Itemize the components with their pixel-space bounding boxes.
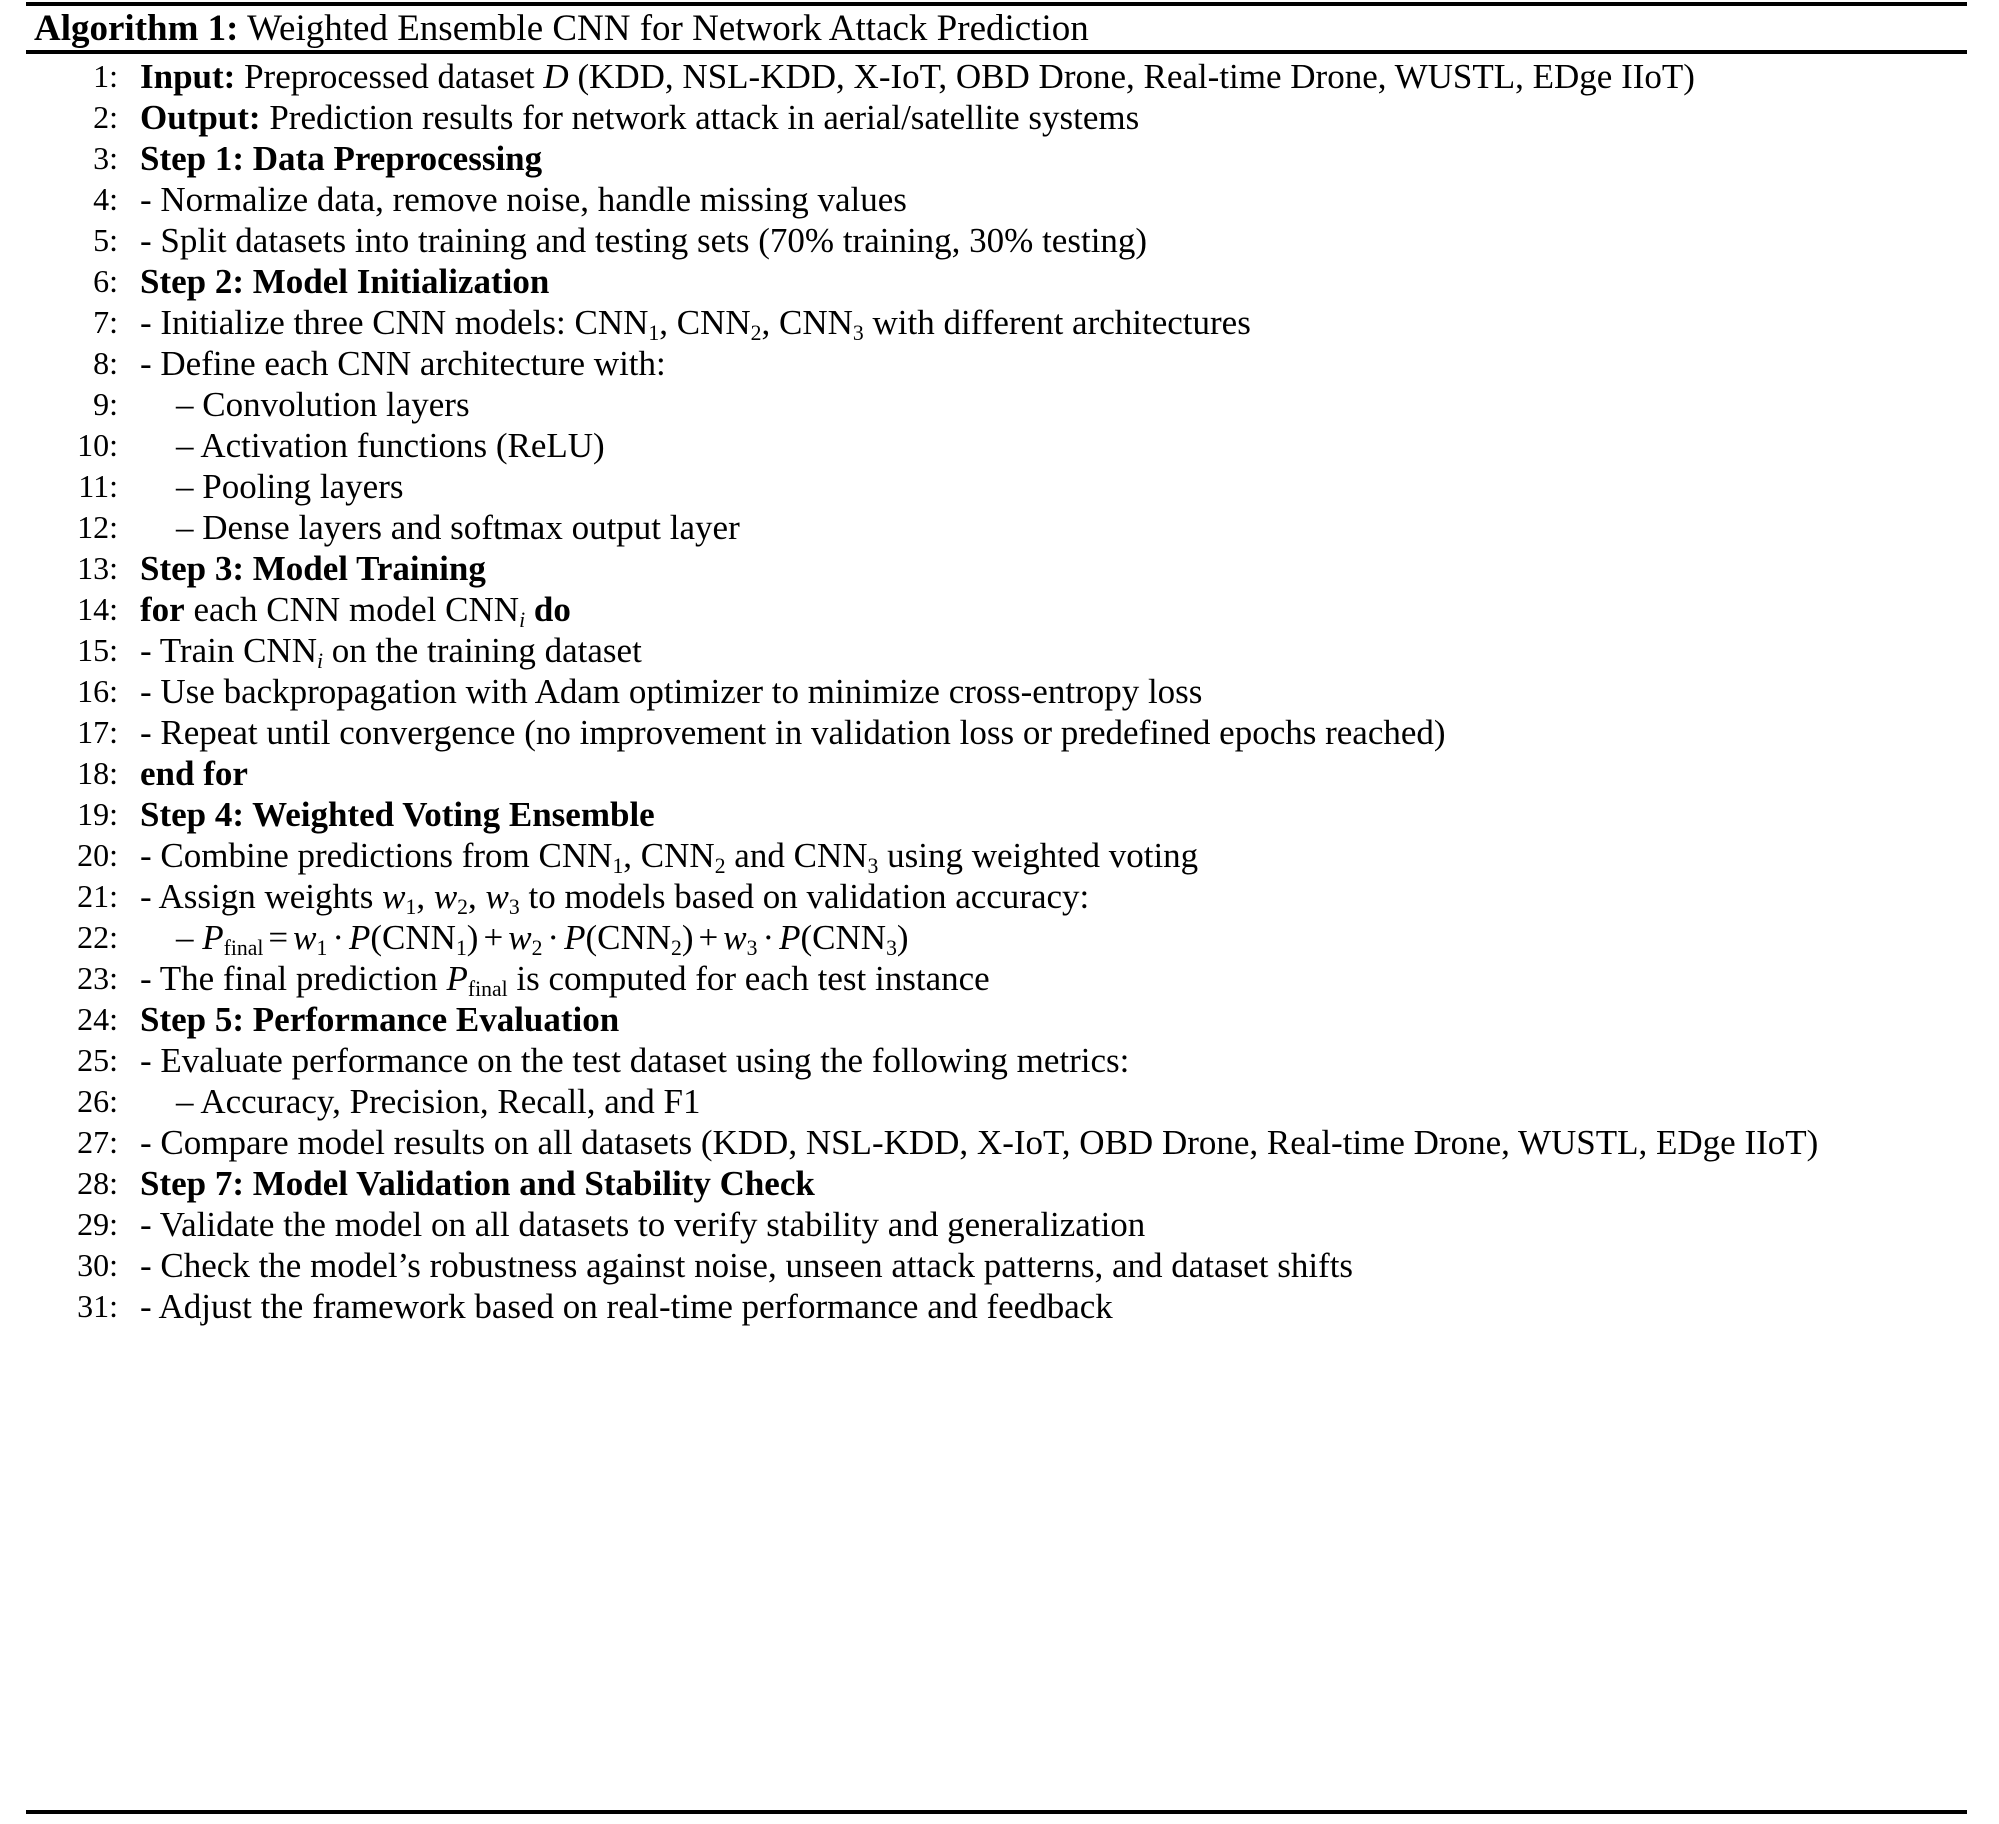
rule-bottom: [26, 1810, 1967, 1814]
weight-symbol: $w_3$: [485, 877, 520, 920]
math-operator: ·: [762, 918, 775, 957]
line-number: 17:: [77, 714, 118, 750]
line-number: 29:: [77, 1206, 118, 1242]
line-number: 13:: [77, 550, 118, 586]
line-number: 14:: [77, 591, 118, 627]
algorithm-line: [0, 1286, 1999, 1327]
for-keyword: for: [140, 590, 185, 629]
dataset-variable: D: [543, 57, 569, 96]
line-number: 16:: [77, 673, 118, 709]
math-operator: +: [698, 918, 719, 957]
line-content: for each CNN model $CNN_i$ do: [140, 590, 571, 633]
line-number: 21:: [77, 878, 118, 914]
line-content: - Normalize data, remove noise, handle missing values: [140, 180, 907, 219]
p-function: P: [564, 918, 586, 957]
line-number: 18:: [77, 755, 118, 791]
algorithm-line: [0, 97, 1999, 138]
line-content: [140, 999, 1969, 1040]
line-number: 27:: [77, 1124, 118, 1160]
line-content: - Split datasets into training and testing sets (70% training, 30% testing): [140, 221, 1148, 260]
algorithm-line: [0, 1040, 1999, 1081]
math-operator: =: [268, 918, 289, 957]
algorithm-line: [0, 835, 1999, 879]
p-function: P: [349, 918, 371, 957]
line-number: 1:: [93, 58, 118, 94]
p-symbol: $P_{final}$: [202, 918, 264, 961]
algorithm-line: [0, 1122, 1999, 1163]
algorithm-line: [0, 138, 1999, 179]
algorithm-line: [0, 220, 1999, 261]
cnn-symbol: $CNN_1$: [574, 303, 660, 346]
rule-top: [26, 2, 1967, 6]
math-operator: ·: [332, 918, 344, 957]
weight-symbol: $w_1$: [293, 918, 328, 961]
line-number: 30:: [77, 1247, 118, 1283]
p-symbol: $P_{final}$: [446, 959, 508, 1002]
line-content: - The final prediction $P_{final}$ is computed for each test instance: [140, 959, 990, 1002]
weight-symbol: $w_1$: [382, 877, 417, 920]
line-number: 3:: [93, 140, 118, 176]
algorithm-line: [0, 671, 1999, 712]
p-function: P: [779, 918, 801, 957]
weight-symbol: $w_2$: [508, 918, 543, 961]
line-number: 5:: [93, 222, 118, 258]
line-number: 25:: [77, 1042, 118, 1078]
line-keyword: Output:: [140, 98, 261, 137]
algorithm-label: Algorithm 1:: [34, 8, 239, 49]
line-content: - Initialize three CNN models: $CNN_1$, $CNN_2$, $CNN_3$ with different architectures: [140, 303, 1251, 346]
line-content: - Combine predictions from $CNN_1$, $CNN_2$ and $CNN_3$ using weighted voting: [140, 836, 1199, 879]
line-content: [140, 794, 1969, 835]
algorithm-title: Weighted Ensemble CNN for Network Attack Prediction: [247, 8, 1089, 49]
line-content: – Convolution layers: [176, 385, 470, 424]
line-content: [140, 548, 1969, 589]
algorithm-line: [0, 753, 1999, 794]
line-content: [140, 1163, 1969, 1204]
algorithm-line: [0, 548, 1999, 589]
cnn-symbol: $CNN_3$: [793, 836, 879, 879]
cnn-symbol: $CNN_2$: [676, 303, 762, 346]
line-content: - Check the model’s robustness against noise, unseen attack patterns, and dataset shifts: [140, 1246, 1354, 1285]
algorithm-line: [0, 343, 1999, 384]
line-content: - Repeat until convergence (no improvement in validation loss or predefined epochs reached): [140, 713, 1446, 752]
end-for-keyword: end for: [140, 754, 248, 793]
weight-symbol: $w_2$: [433, 877, 469, 920]
line-content: - Adjust the framework based on real-time performance and feedback: [140, 1287, 1113, 1326]
line-content: – Pooling layers: [176, 467, 404, 506]
line-number: 28:: [77, 1165, 118, 1201]
algorithm-line: [0, 466, 1999, 507]
math-operator: ·: [547, 918, 560, 957]
line-content: Input: Preprocessed dataset D (KDD, NSL-KDD, X-IoT, OBD Drone, Real-time Drone, WUSTL, EDge IIoT): [140, 57, 1695, 96]
algorithm-lines: [0, 56, 1999, 1327]
algorithm-line: [0, 794, 1999, 835]
algorithm-line: [0, 507, 1999, 548]
algorithm-line: [0, 1081, 1999, 1122]
line-number: 15:: [77, 632, 118, 668]
line-content: [140, 753, 1969, 794]
algorithm-line: [0, 589, 1999, 633]
step-heading: Step 2: Model Initialization: [140, 262, 550, 301]
cnn-symbol: $CNN_1$: [538, 836, 624, 879]
line-number: 7:: [93, 304, 118, 340]
step-heading: Step 5: Performance Evaluation: [140, 1000, 620, 1039]
line-number: 12:: [77, 509, 118, 545]
step-heading: Step 3: Model Training: [140, 549, 486, 588]
line-content: – Activation functions (ReLU): [176, 426, 605, 465]
line-number: 31:: [77, 1288, 118, 1324]
cnn-symbol: $CNN_2$: [640, 836, 726, 879]
line-number: 9:: [93, 386, 118, 422]
cnn-symbol: $CNN_1$: [382, 918, 467, 961]
line-number: 22:: [77, 919, 118, 955]
algorithm-caption: [34, 8, 1089, 50]
line-number: 26:: [77, 1083, 118, 1119]
line-keyword: Input:: [140, 57, 236, 96]
line-number: 6:: [93, 263, 118, 299]
line-content: [140, 261, 1969, 302]
cnn-symbol: $CNN_3$: [778, 303, 864, 346]
algorithm-line: [0, 917, 1999, 961]
do-keyword: do: [533, 590, 571, 629]
algorithm-line: [0, 302, 1999, 346]
line-content: - Validate the model on all datasets to verify stability and generalization: [140, 1205, 1146, 1244]
line-content: - Evaluate performance on the test dataset using the following metrics:: [140, 1041, 1130, 1080]
line-content: - Train $CNN_i$ on the training dataset: [140, 631, 642, 674]
line-number: 19:: [77, 796, 118, 832]
line-number: 2:: [93, 99, 118, 135]
line-content: - Use backpropagation with Adam optimizer to minimize cross-entropy loss: [140, 672, 1203, 711]
weight-symbol: $w_3$: [723, 918, 758, 961]
algorithm-line: [0, 425, 1999, 466]
line-content: [140, 138, 1969, 179]
cnn-symbol: $CNN_3$: [812, 918, 897, 961]
step-heading: Step 4: Weighted Voting Ensemble: [140, 795, 655, 834]
algorithm-line: [0, 1163, 1999, 1204]
step-heading: Step 1: Data Preprocessing: [140, 139, 543, 178]
line-content: - Compare model results on all datasets (KDD, NSL-KDD, X-IoT, OBD Drone, Real-time Drone, WUSTL, EDge IIoT): [140, 1123, 1819, 1162]
algorithm-line: [0, 999, 1999, 1040]
line-content: - Assign weights $w_1$, $w_2$, $w_3$ to models based on validation accuracy:: [140, 877, 1090, 920]
algorithm-line: [0, 1245, 1999, 1286]
line-content: – Accuracy, Precision, Recall, and F1: [176, 1082, 701, 1121]
algorithm-line: [0, 384, 1999, 425]
math-operator: +: [483, 918, 504, 957]
algorithm-line: [0, 958, 1999, 1002]
line-number: 8:: [93, 345, 118, 381]
algorithm-line: [0, 876, 1999, 920]
line-number: 20:: [77, 837, 118, 873]
algorithm-line: [0, 261, 1999, 302]
algorithm-line: [0, 179, 1999, 220]
line-number: 4:: [93, 181, 118, 217]
algorithm-line: [0, 630, 1999, 674]
line-content: – Dense layers and softmax output layer: [176, 508, 740, 547]
step-heading: Step 7: Model Validation and Stability Check: [140, 1164, 815, 1203]
rule-under-caption: [26, 50, 1967, 54]
line-number: 24:: [77, 1001, 118, 1037]
line-number: 23:: [77, 960, 118, 996]
cnn-symbol: $CNN_2$: [597, 918, 682, 961]
algorithm-line: [0, 712, 1999, 753]
line-content: Output: Prediction results for network attack in aerial/satellite systems: [140, 98, 1140, 137]
formula-line: – $P_{final} = w_1 \cdot P(CNN_1) + w_2 \cdot P(CNN_2) + w_3 \cdot P(CNN_3)$: [176, 918, 909, 961]
line-number: 11:: [78, 468, 118, 504]
line-number: 10:: [77, 427, 118, 463]
algorithm-line: [0, 1204, 1999, 1245]
line-content: - Define each CNN architecture with:: [140, 344, 666, 383]
algorithm-line: [0, 56, 1999, 97]
